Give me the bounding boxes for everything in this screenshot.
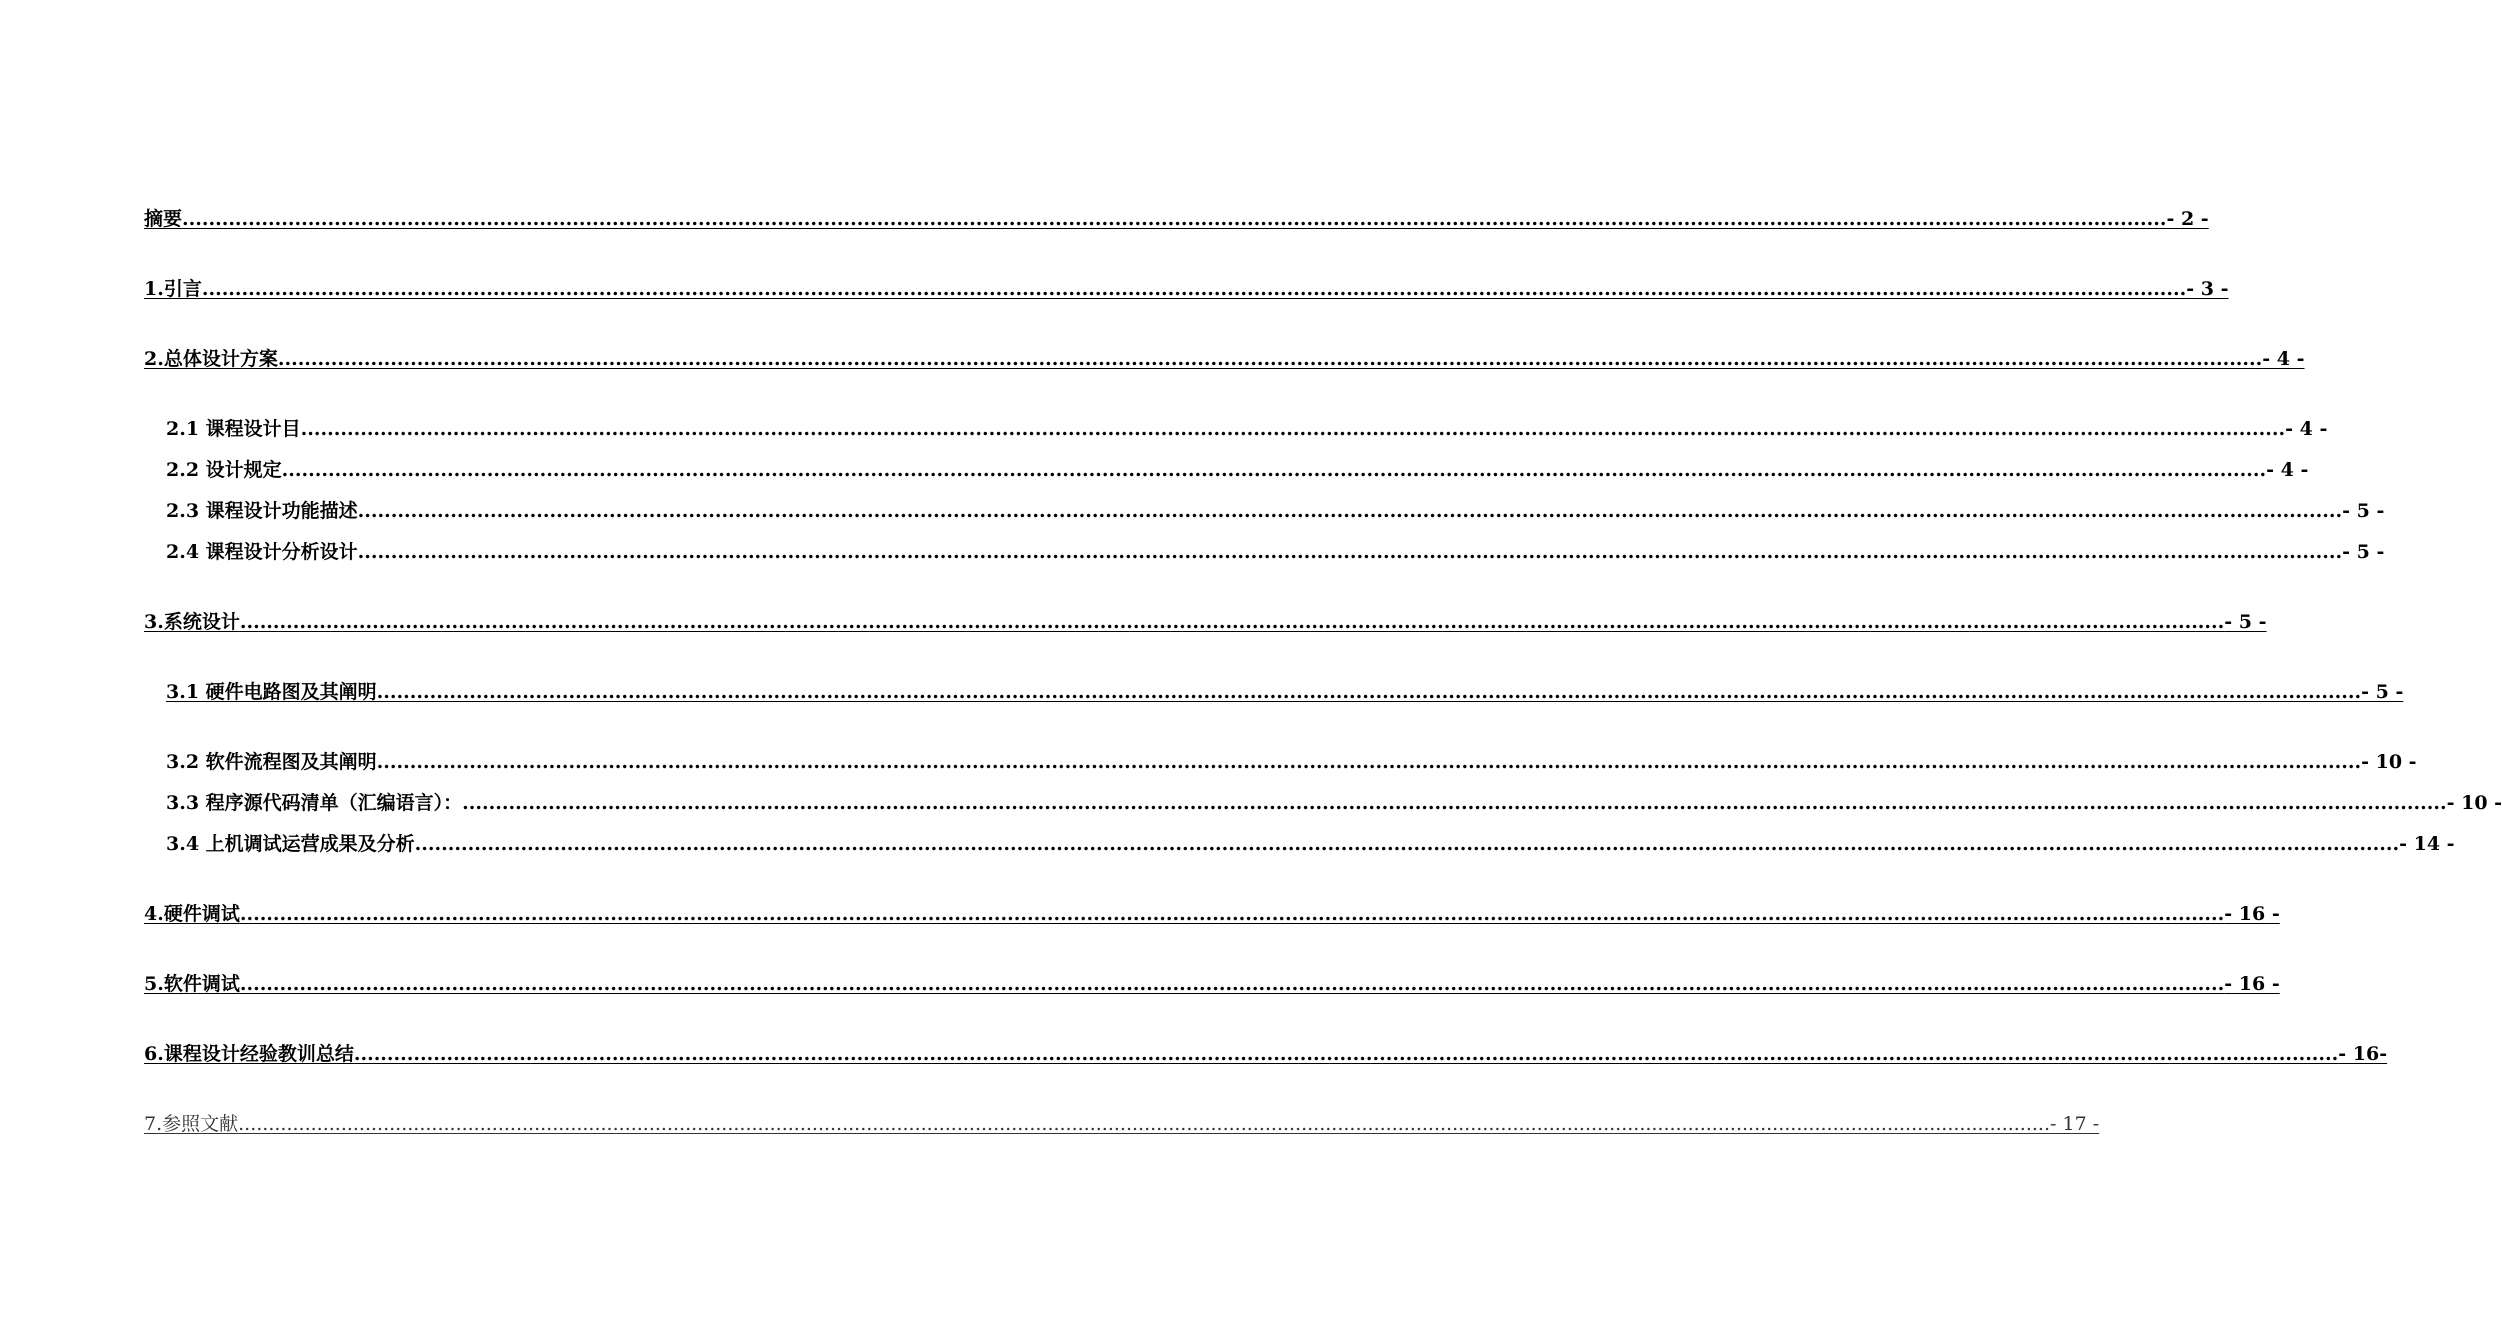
toc-entry-3-3[interactable] (166, 788, 2502, 814)
toc-entry-2-3[interactable] (166, 496, 2385, 522)
toc-dot-leader: ............................................................................................................................................................................................................................................................................................................ (239, 611, 2225, 633)
toc-entry-title: 3.4 上机调试运营成果及分析 (166, 833, 415, 855)
toc-entry-title: 6.课程设计经验教训总结 (144, 1043, 354, 1065)
toc-dot-leader: ............................................................................................................................................................................................................................................................................................................ (238, 1113, 2051, 1135)
toc-entry-title: 3.1 硬件电路图及其阐明 (166, 681, 377, 703)
toc-entry-page: - 5 - (2224, 611, 2267, 633)
toc-entry-page: - 5 - (2342, 541, 2385, 563)
toc-entry-3-2[interactable] (166, 747, 2417, 773)
toc-entry-title: 1.引言 (144, 278, 202, 300)
toc-dot-leader: ............................................................................................................................................................................................................................................................................................................ (277, 348, 2263, 370)
toc-entry-page: - 16- (2338, 1043, 2388, 1065)
toc-entry-title: 3.3 程序源代码清单（汇编语言）： (166, 792, 463, 814)
toc-entry-3-4[interactable] (166, 829, 2455, 855)
toc-dot-leader: ............................................................................................................................................................................................................................................................................................................ (281, 459, 2267, 481)
toc-entry-hardware-debug[interactable] (144, 899, 2280, 925)
toc-entry-page: - 3 - (2186, 278, 2229, 300)
toc-entry-page: - 14 - (2399, 833, 2455, 855)
toc-dot-leader: ............................................................................................................................................................................................................................................................................................................ (357, 541, 2343, 563)
toc-entry-summary[interactable] (144, 1039, 2388, 1065)
toc-entry-overall-design[interactable] (144, 344, 2305, 370)
toc-dot-leader: ............................................................................................................................................................................................................................................................................................................ (239, 973, 2225, 995)
toc-entry-abstract[interactable] (144, 204, 2209, 230)
toc-entry-title: 2.3 课程设计功能描述 (166, 500, 358, 522)
toc-dot-leader: ............................................................................................................................................................................................................................................................................................................ (353, 1043, 2339, 1065)
toc-entry-title: 3.系统设计 (144, 611, 240, 633)
toc-entry-2-2[interactable] (166, 455, 2309, 481)
toc-entry-page: - 4 - (2262, 348, 2305, 370)
toc-dot-leader: ............................................................................................................................................................................................................................................................................................................ (300, 418, 2286, 440)
toc-dot-leader: ............................................................................................................................................................................................................................................................................................................ (239, 903, 2225, 925)
toc-dot-leader: ............................................................................................................................................................................................................................................................................................................ (462, 792, 2447, 814)
toc-dot-leader: ............................................................................................................................................................................................................................................................................................................ (376, 681, 2362, 703)
toc-entry-page: - 2 - (2166, 208, 2209, 230)
toc-dot-leader: ............................................................................................................................................................................................................................................................................................................ (376, 751, 2362, 773)
toc-dot-leader: ............................................................................................................................................................................................................................................................................................................ (182, 208, 2167, 230)
toc-entry-title: 2.1 课程设计目 (166, 418, 301, 440)
toc-entry-page: - 10 - (2361, 751, 2417, 773)
toc-entry-page: - 4 - (2266, 459, 2309, 481)
toc-entry-page: - 10 - (2446, 792, 2502, 814)
toc-dot-leader: ............................................................................................................................................................................................................................................................................................................ (414, 833, 2400, 855)
toc-entry-page: - 5 - (2361, 681, 2404, 703)
toc-entry-title: 5.软件调试 (144, 973, 240, 995)
toc-entry-page: - 16 - (2224, 973, 2280, 995)
toc-dot-leader: ............................................................................................................................................................................................................................................................................................................ (357, 500, 2343, 522)
toc-entry-title: 3.2 软件流程图及其阐明 (166, 751, 377, 773)
toc-dot-leader: ............................................................................................................................................................................................................................................................................................................ (201, 278, 2187, 300)
toc-entry-2-4[interactable] (166, 537, 2385, 563)
toc-entry-title: 摘要 (144, 208, 183, 230)
toc-entry-page: - 17 - (2050, 1113, 2100, 1135)
toc-entry-title: 7.参照文献 (144, 1113, 239, 1135)
toc-entry-system-design[interactable] (144, 607, 2267, 633)
toc-entry-3-1[interactable] (166, 677, 2404, 703)
toc-entry-references[interactable] (144, 1109, 2100, 1135)
toc-entry-page: - 16 - (2224, 903, 2280, 925)
toc-entry-page: - 4 - (2285, 418, 2328, 440)
toc-entry-software-debug[interactable] (144, 969, 2280, 995)
toc-entry-title: 2.总体设计方案 (144, 348, 278, 370)
toc-entry-title: 4.硬件调试 (144, 903, 240, 925)
toc-entry-2-1[interactable] (166, 414, 2328, 440)
toc-entry-page: - 5 - (2342, 500, 2385, 522)
toc-entry-title: 2.2 设计规定 (166, 459, 282, 481)
toc-entry-title: 2.4 课程设计分析设计 (166, 541, 358, 563)
toc-entry-introduction[interactable] (144, 274, 2229, 300)
